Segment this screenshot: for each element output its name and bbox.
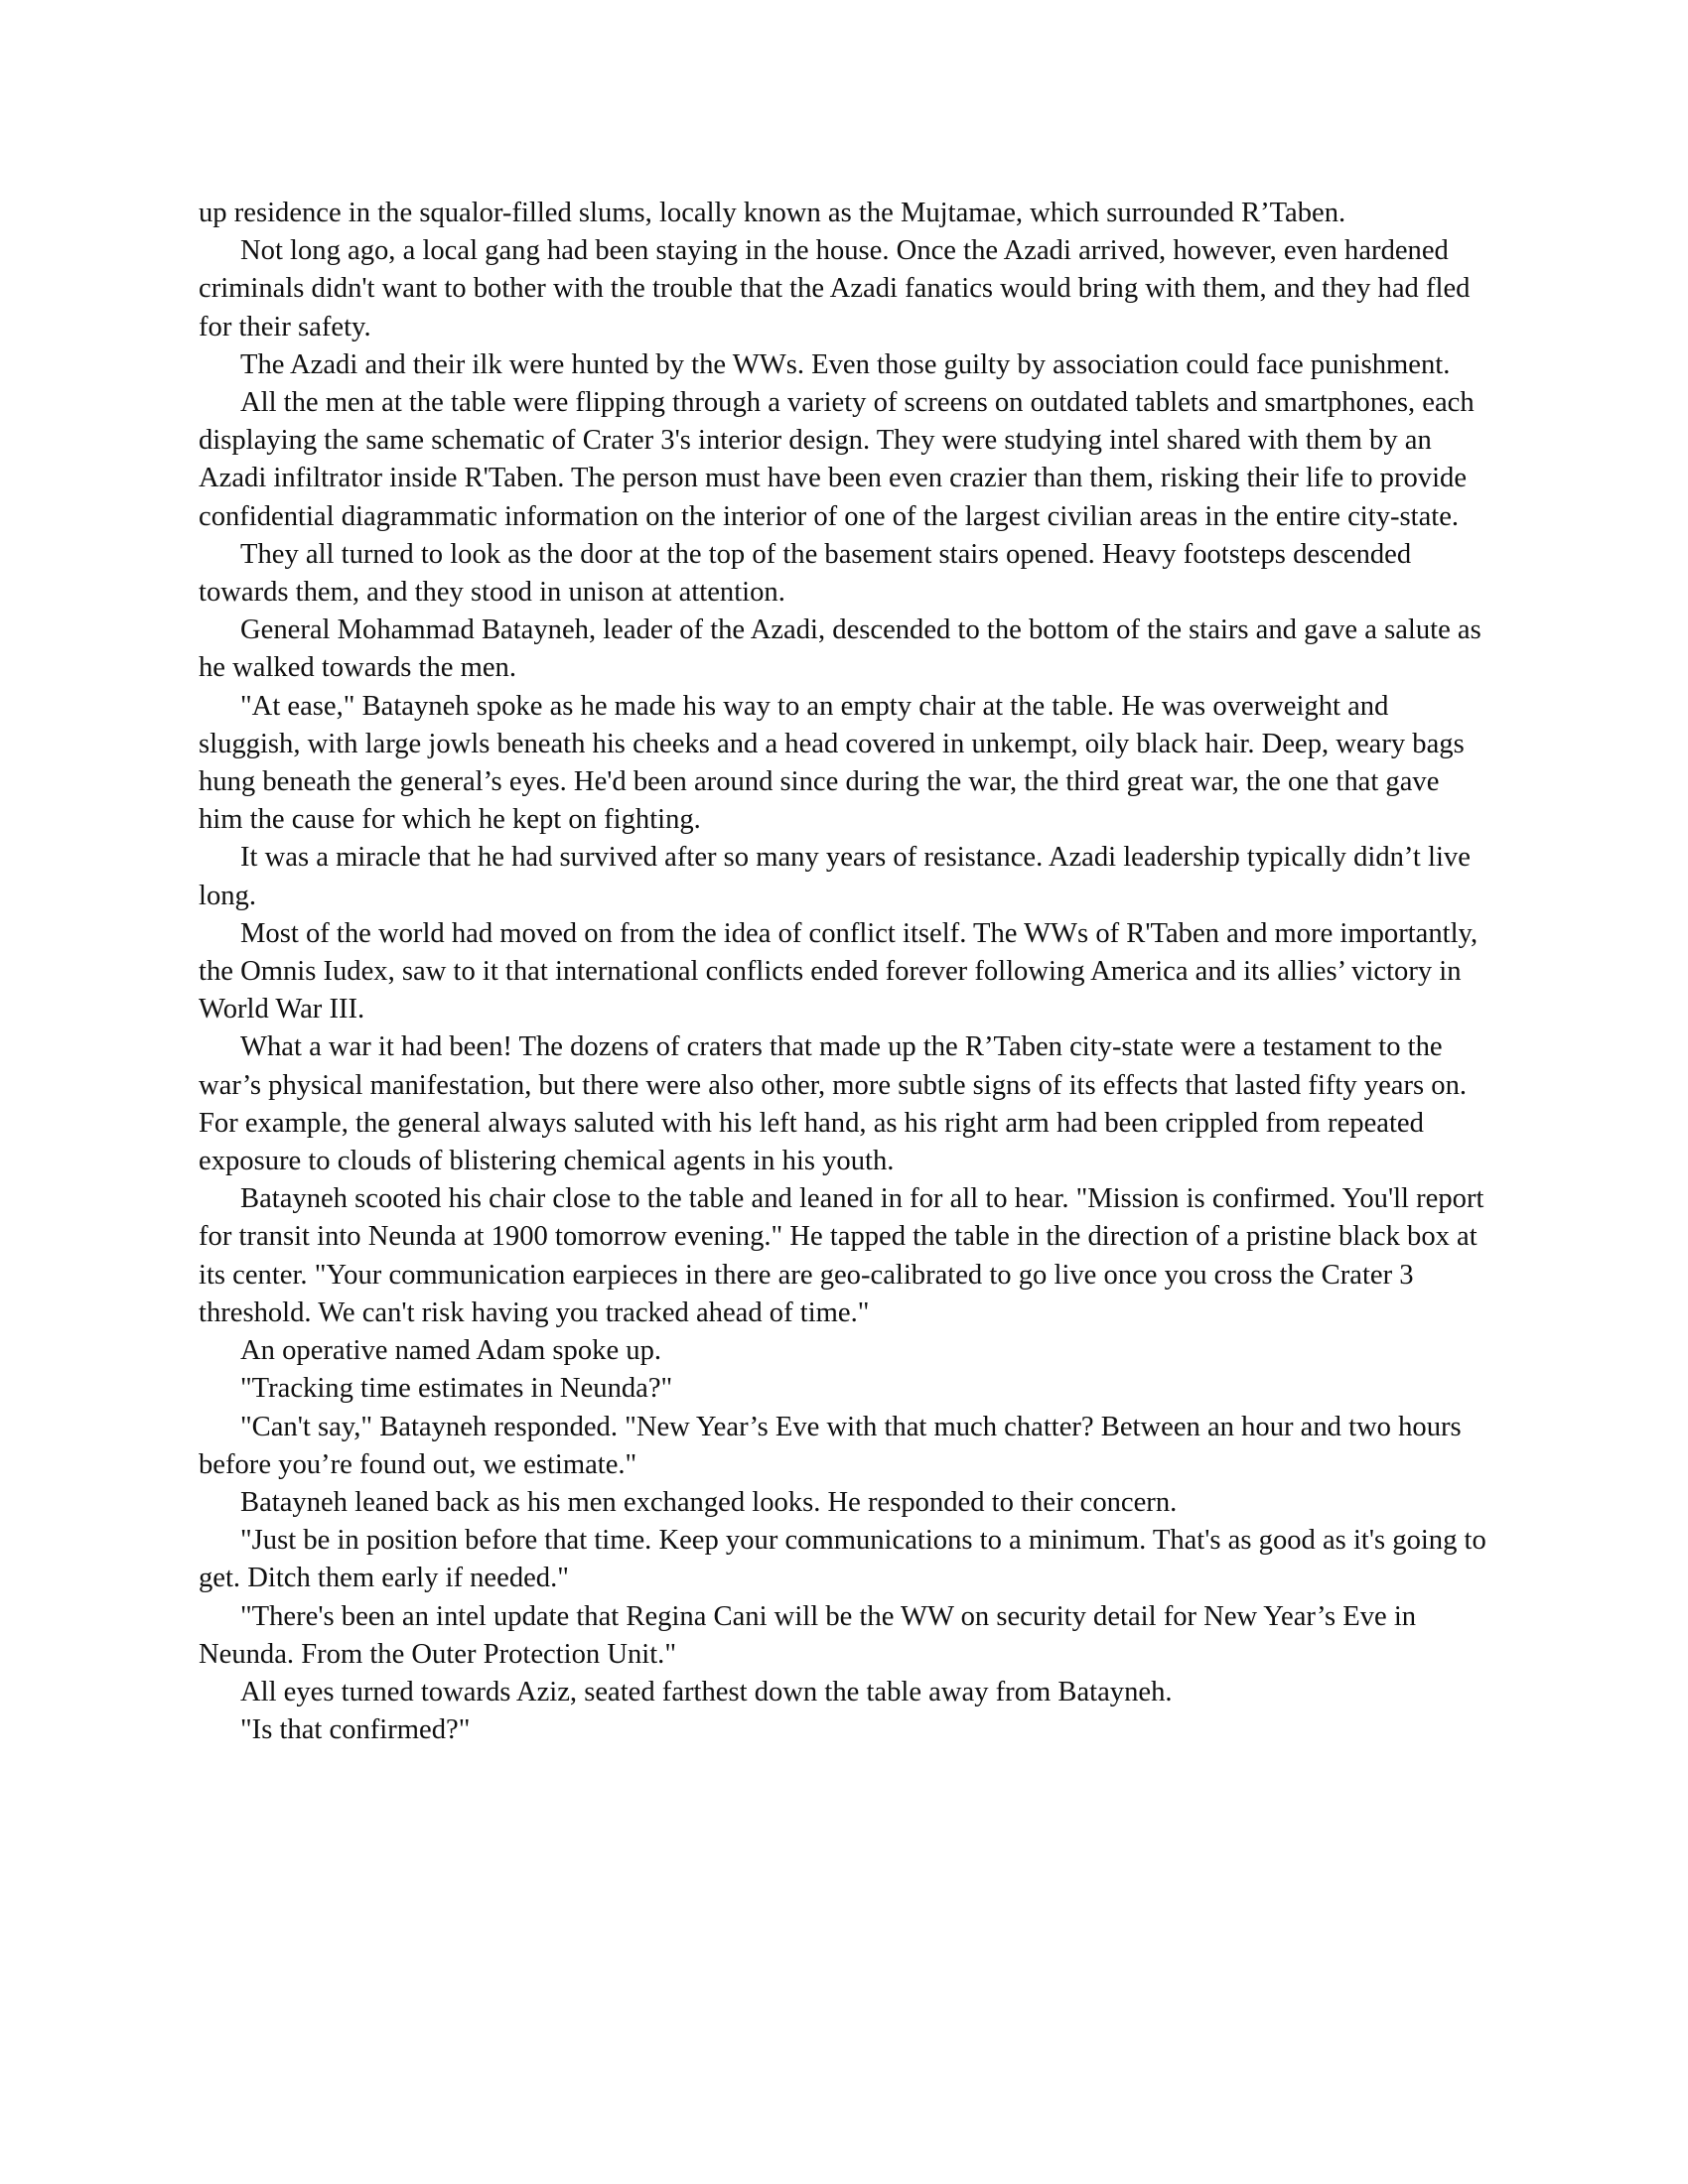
- paragraph: "Tracking time estimates in Neunda?": [240, 1373, 673, 1405]
- page-body: [199, 195, 1489, 1749]
- paragraph: "At ease," Batayneh spoke as he made his way to an empty chair at the table. He was overweight and sluggish, with large jowls beneath his cheeks and a head covered in unkempt, oily black hair. Deep, weary bags hung beneath the general’s eyes. He'd been around since during the war, the third great war, the one that gave him the cause for which he kept on fighting.: [199, 690, 1465, 836]
- paragraph: It was a miracle that he had survived after so many years of resistance. Azadi leadership typically didn’t live long.: [199, 842, 1471, 911]
- paragraph: An operative named Adam spoke up.: [240, 1335, 662, 1367]
- paragraph: Batayneh scooted his chair close to the table and leaned in for all to hear. "Mission is confirmed. You'll report for transit into Neunda at 1900 tomorrow evening." He tapped the table in the direction of a pristine black box at its center. "Your communication earpieces in there are geo-calibrated to go live once you cross the Crater 3 threshold. We can't risk having you tracked ahead of time.": [199, 1183, 1484, 1328]
- paragraph: Not long ago, a local gang had been staying in the house. Once the Azadi arrived, however, even hardened criminals didn't want to bother with the trouble that the Azadi fanatics would bring with them, and they had fled for their safety.: [199, 235, 1471, 342]
- paragraph: "Just be in position before that time. Keep your communications to a minimum. That's as good as it's going to get. Ditch them early if needed.": [199, 1525, 1486, 1594]
- paragraph: General Mohammad Batayneh, leader of the Azadi, descended to the bottom of the stairs and gave a salute as he walked towards the men.: [199, 614, 1481, 684]
- paragraph: All eyes turned towards Aziz, seated farthest down the table away from Batayneh.: [240, 1676, 1173, 1707]
- paragraph: Batayneh leaned back as his men exchanged looks. He responded to their concern.: [240, 1486, 1178, 1518]
- paragraph: up residence in the squalor-filled slums, locally known as the Mujtamae, which surrounded R’Taben.: [199, 198, 1346, 228]
- paragraph: The Azadi and their ilk were hunted by the WWs. Even those guilty by association could face punishment.: [240, 348, 1451, 380]
- paragraph: What a war it had been! The dozens of craters that made up the R’Taben city-state were a testament to the war’s physical manifestation, but there were also other, more subtle signs of its effects that lasted fifty years on. For example, the general always saluted with his left hand, as his right arm had been crippled from repeated exposure to clouds of blistering chemical agents in his youth.: [199, 1031, 1468, 1177]
- paragraph: "Can't say," Batayneh responded. "New Year’s Eve with that much chatter? Between an hour and two hours before you’re found out, we estimate.": [199, 1411, 1462, 1480]
- paragraph: "Is that confirmed?": [240, 1714, 471, 1746]
- paragraph: Most of the world had moved on from the idea of conflict itself. The WWs of R'Taben and more importantly, the Omnis Iudex, saw to it that international conflicts ended forever following America and its allies’ victory in World War III.: [199, 917, 1478, 1025]
- paragraph: "There's been an intel update that Regina Cani will be the WW on security detail for New Year’s Eve in Neunda. From the Outer Protection Unit.": [199, 1600, 1417, 1670]
- paragraph: All the men at the table were flipping through a variety of screens on outdated tablets and smartphones, each displaying the same schematic of Crater 3's interior design. They were studying intel shared with them by an Azadi infiltrator inside R'Taben. The person must have been even crazier than them, risking their life to provide confidential diagrammatic information on the interior of one of the largest civilian areas in the entire city-state.: [199, 387, 1475, 532]
- paragraph: They all turned to look as the door at the top of the basement stairs opened. Heavy footsteps descended towards them, and they stood in unison at attention.: [199, 538, 1412, 609]
